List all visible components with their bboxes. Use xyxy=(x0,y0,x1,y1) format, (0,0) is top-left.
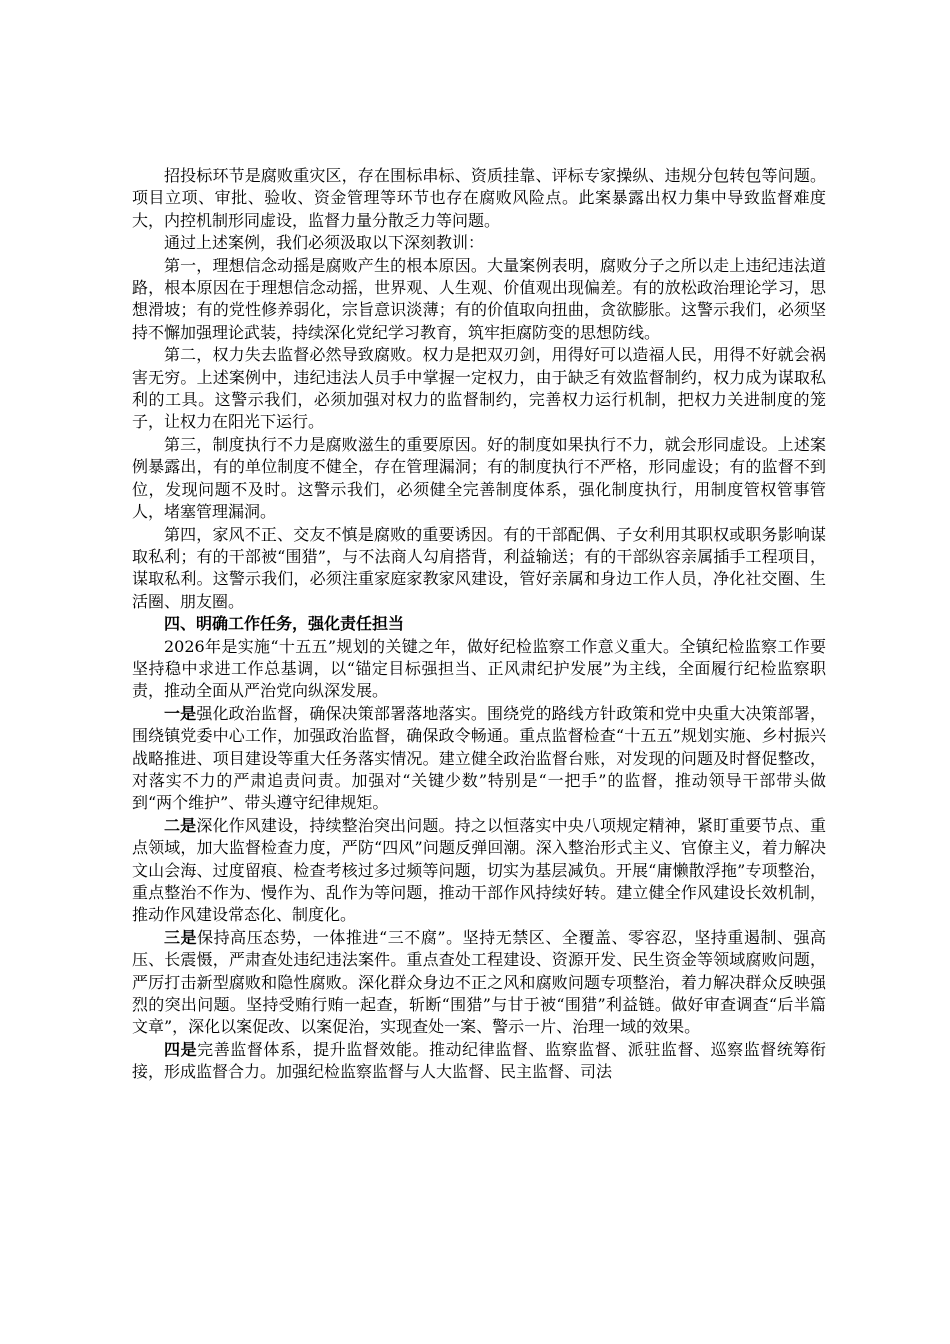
paragraph-lesson-3: 第三，制度执行不力是腐败滋生的重要原因。好的制度如果执行不力，就会形同虚设。上述案例暴露出，有的单位制度不健全，存在管理漏洞；有的制度执行不严格，形同虚设；有的监督不到位，发现问题不及时。这警示我们，必须健全完善制度体系，强化制度执行，用制度管权管事管人，堵塞管理漏洞。 xyxy=(132,434,826,522)
task-paragraph-4 xyxy=(132,1039,826,1084)
task-text-4: 完善监督体系，提升监督效能。推动纪律监督、监察监督、派驻监督、巡察监督统筹衔接，形成监督合力。加强纪检监察监督与人大监督、民主监督、司法 xyxy=(132,1039,826,1082)
paragraph-lesson-4: 第四，家风不正、交友不慎是腐败的重要诱因。有的干部配偶、子女利用其职权或职务影响谋取私利；有的干部被“围猎”，与不法商人勾肩搭背，利益输送；有的干部纵容亲属插手工程项目，谋取私利。这警示我们，必须注重家庭家教家风建设，管好亲属和身边工作人员，净化社交圈、生活圈、朋友圈。 xyxy=(132,524,826,611)
task-paragraph-3 xyxy=(132,927,826,1039)
task-text-1: 强化政治监督，确保决策部署落地落实。围绕党的路线方针政策和党中央重大决策部署，围绕镇党委中心工作，加强政治监督，确保政令畅通。重点监督检查“十五五”规划实施、乡村振兴战略推进、项目建设等重大任务落实情况。建立健全政治监督台账，对发现的问题及时督促整改，对落实不力的严肃追责问责。加强对“关键少数”特别是“一把手”的监督，推动领导干部带头做到“两个维护”、带头遵守纪律规矩。 xyxy=(132,703,826,813)
task-lead-3: 三是 xyxy=(164,927,198,947)
task-lead-4: 四是 xyxy=(164,1039,198,1059)
task-paragraph-1 xyxy=(132,703,826,815)
section-heading: 四、明确工作任务，强化责任担当 xyxy=(164,614,405,634)
task-text-2: 深化作风建设，持续整治突出问题。持之以恒落实中央八项规定精神，紧盯重要节点、重点领域，加大监督检查力度，严防“四风”问题反弹回潮。深入整治形式主义、官僚主义，着力解决文山会海、过度留痕、检查考核过多过频等问题，切实为基层减负。开展“庸懒散浮拖”专项整治，重点整治不作为、慢作为、乱作为等问题，推动干部作风持续好转。建立健全作风建设长效机制，推动作风建设常态化、制度化。 xyxy=(132,815,826,925)
paragraph-lesson-1: 第一，理想信念动摇是腐败产生的根本原因。大量案例表明，腐败分子之所以走上违纪违法道路，根本原因在于理想信念动摇，世界观、人生观、价值观出现偏差。有的放松政治理论学习，思想滑坡；有的党性修养弱化，宗旨意识淡薄；有的价值取向扭曲，贪欲膨胀。这警示我们，必须坚持不懈加强理论武装，持续深化党纪学习教育，筑牢拒腐防变的思想防线。 xyxy=(132,255,826,342)
task-lead-1: 一是 xyxy=(164,703,197,723)
paragraph-bidding-risk: 招投标环节是腐败重灾区，存在围标串标、资质挂靠、评标专家操纵、违规分包转包等问题。项目立项、审批、验收、资金管理等环节也存在腐败风险点。此案暴露出权力集中导致监督难度大，内控机制形同虚设，监督力量分散乏力等问题。 xyxy=(132,166,826,230)
paragraph-lesson-2: 第二，权力失去监督必然导致腐败。权力是把双刃剑，用得好可以造福人民，用得不好就会祸害无穷。上述案例中，违纪违法人员手中掌握一定权力，由于缺乏有效监督制约，权力成为谋取私利的工具。这警示我们，必须加强对权力的监督制约，完善权力运行机制，把权力关进制度的笼子，让权力在阳光下运行。 xyxy=(132,345,826,432)
section-intro: 2026年是实施“十五五”规划的关键之年，做好纪检监察工作意义重大。全镇纪检监察工作要坚持稳中求进工作总基调，以“锚定目标强担当、正风肃纪护发展”为主线，全面履行纪检监察职责，推动全面从严治党向纵深发展。 xyxy=(132,636,826,701)
task-lead-2: 二是 xyxy=(164,815,197,835)
task-text-3: 保持高压态势，一体推进“三不腐”。坚持无禁区、全覆盖、零容忍，坚持重遏制、强高压、长震慑，严肃查处违纪违法案件。重点查处工程建设、资源开发、民生资金等领域腐败问题，严厉打击新型腐败和隐性腐败。深化群众身边不正之风和腐败问题专项整治，着力解决群众反映强烈的突出问题。坚持受贿行贿一起查，斩断“围猎”与甘于被“围猎”利益链。做好审查调查“后半篇文章”，深化以案促改、以案促治，实现查处一案、警示一片、治理一域的效果。 xyxy=(132,927,826,1037)
paragraph-lessons-intro: 通过上述案例，我们必须汲取以下深刻教训： xyxy=(164,233,485,253)
document-page xyxy=(132,165,826,1084)
task-paragraph-2 xyxy=(132,815,826,927)
